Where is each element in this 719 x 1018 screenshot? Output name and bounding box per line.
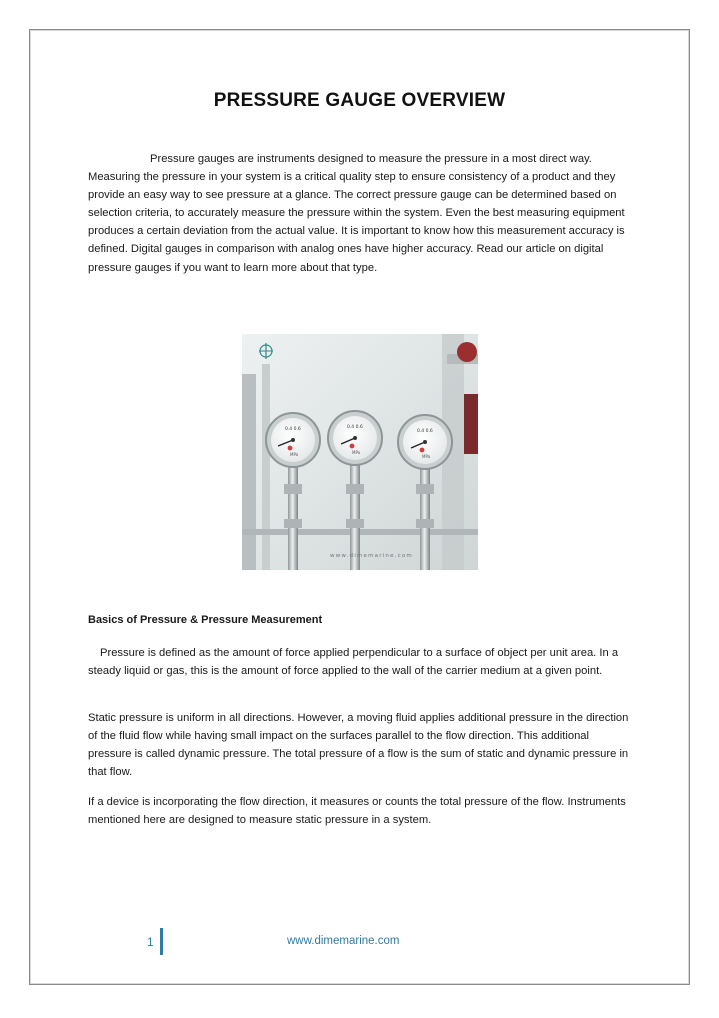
paragraph-pressure-definition: Pressure is defined as the amount of force applied perpendicular to a surface of object per unit area. In a steady liquid or gas, this is the amount of force applied to the wall of the carrier medium at a given point. xyxy=(88,647,619,678)
footer-divider xyxy=(160,928,163,955)
footer-url: www.dimemarine.com xyxy=(287,935,400,947)
svg-text:0.4 0.6: 0.4 0.6 xyxy=(285,427,301,432)
paragraph-static-dynamic: Static pressure is uniform in all directions. However, a moving fluid applies additional pressure in the direction of the fluid flow while having small impact on the surfaces parallel to the flow direction. This additional pressure is called dynamic pressure. The total pressure of a flow is the sum of static and dynamic pressure in that flow. xyxy=(88,712,629,779)
svg-text:MPa: MPa xyxy=(422,454,431,459)
pressure-gauges-illustration xyxy=(242,334,478,570)
section-heading: Basics of Pressure & Pressure Measurement xyxy=(88,614,323,626)
svg-text:MPa: MPa xyxy=(352,450,361,455)
intro-paragraph: Pressure gauges are instruments designed to measure the pressure in a most direct way. Measuring the pressure in your system is a critical quality step to ensure consistency of a product and they provide an easy way to see pressure at a glance. The correct pressure gauge can be determined based on selection criteria, to accurately measure the pressure within the system. Even the best measuring equipment produces a certain deviation from the actual value. It is important to know how this measurement accuracy is defined. Digital gauges in comparison with analog ones have higher accuracy. Read our article on digital pressure gauges if you want to learn more about that type. xyxy=(88,153,625,274)
page-number: 1 xyxy=(147,935,154,949)
svg-text:MPa: MPa xyxy=(290,452,299,457)
photo-watermark: www.dimemarine.com xyxy=(330,553,413,559)
document-title: PRESSURE GAUGE OVERVIEW xyxy=(213,90,506,111)
pressure-gauges-photo xyxy=(242,334,478,570)
svg-text:0.4 0.6: 0.4 0.6 xyxy=(417,429,433,434)
paragraph-total-pressure: If a device is incorporating the flow direction, it measures or counts the total pressure of the flow. Instruments mentioned here are designed to measure static pressure in a system. xyxy=(88,796,626,827)
svg-text:0.4 0.6: 0.4 0.6 xyxy=(347,425,363,430)
